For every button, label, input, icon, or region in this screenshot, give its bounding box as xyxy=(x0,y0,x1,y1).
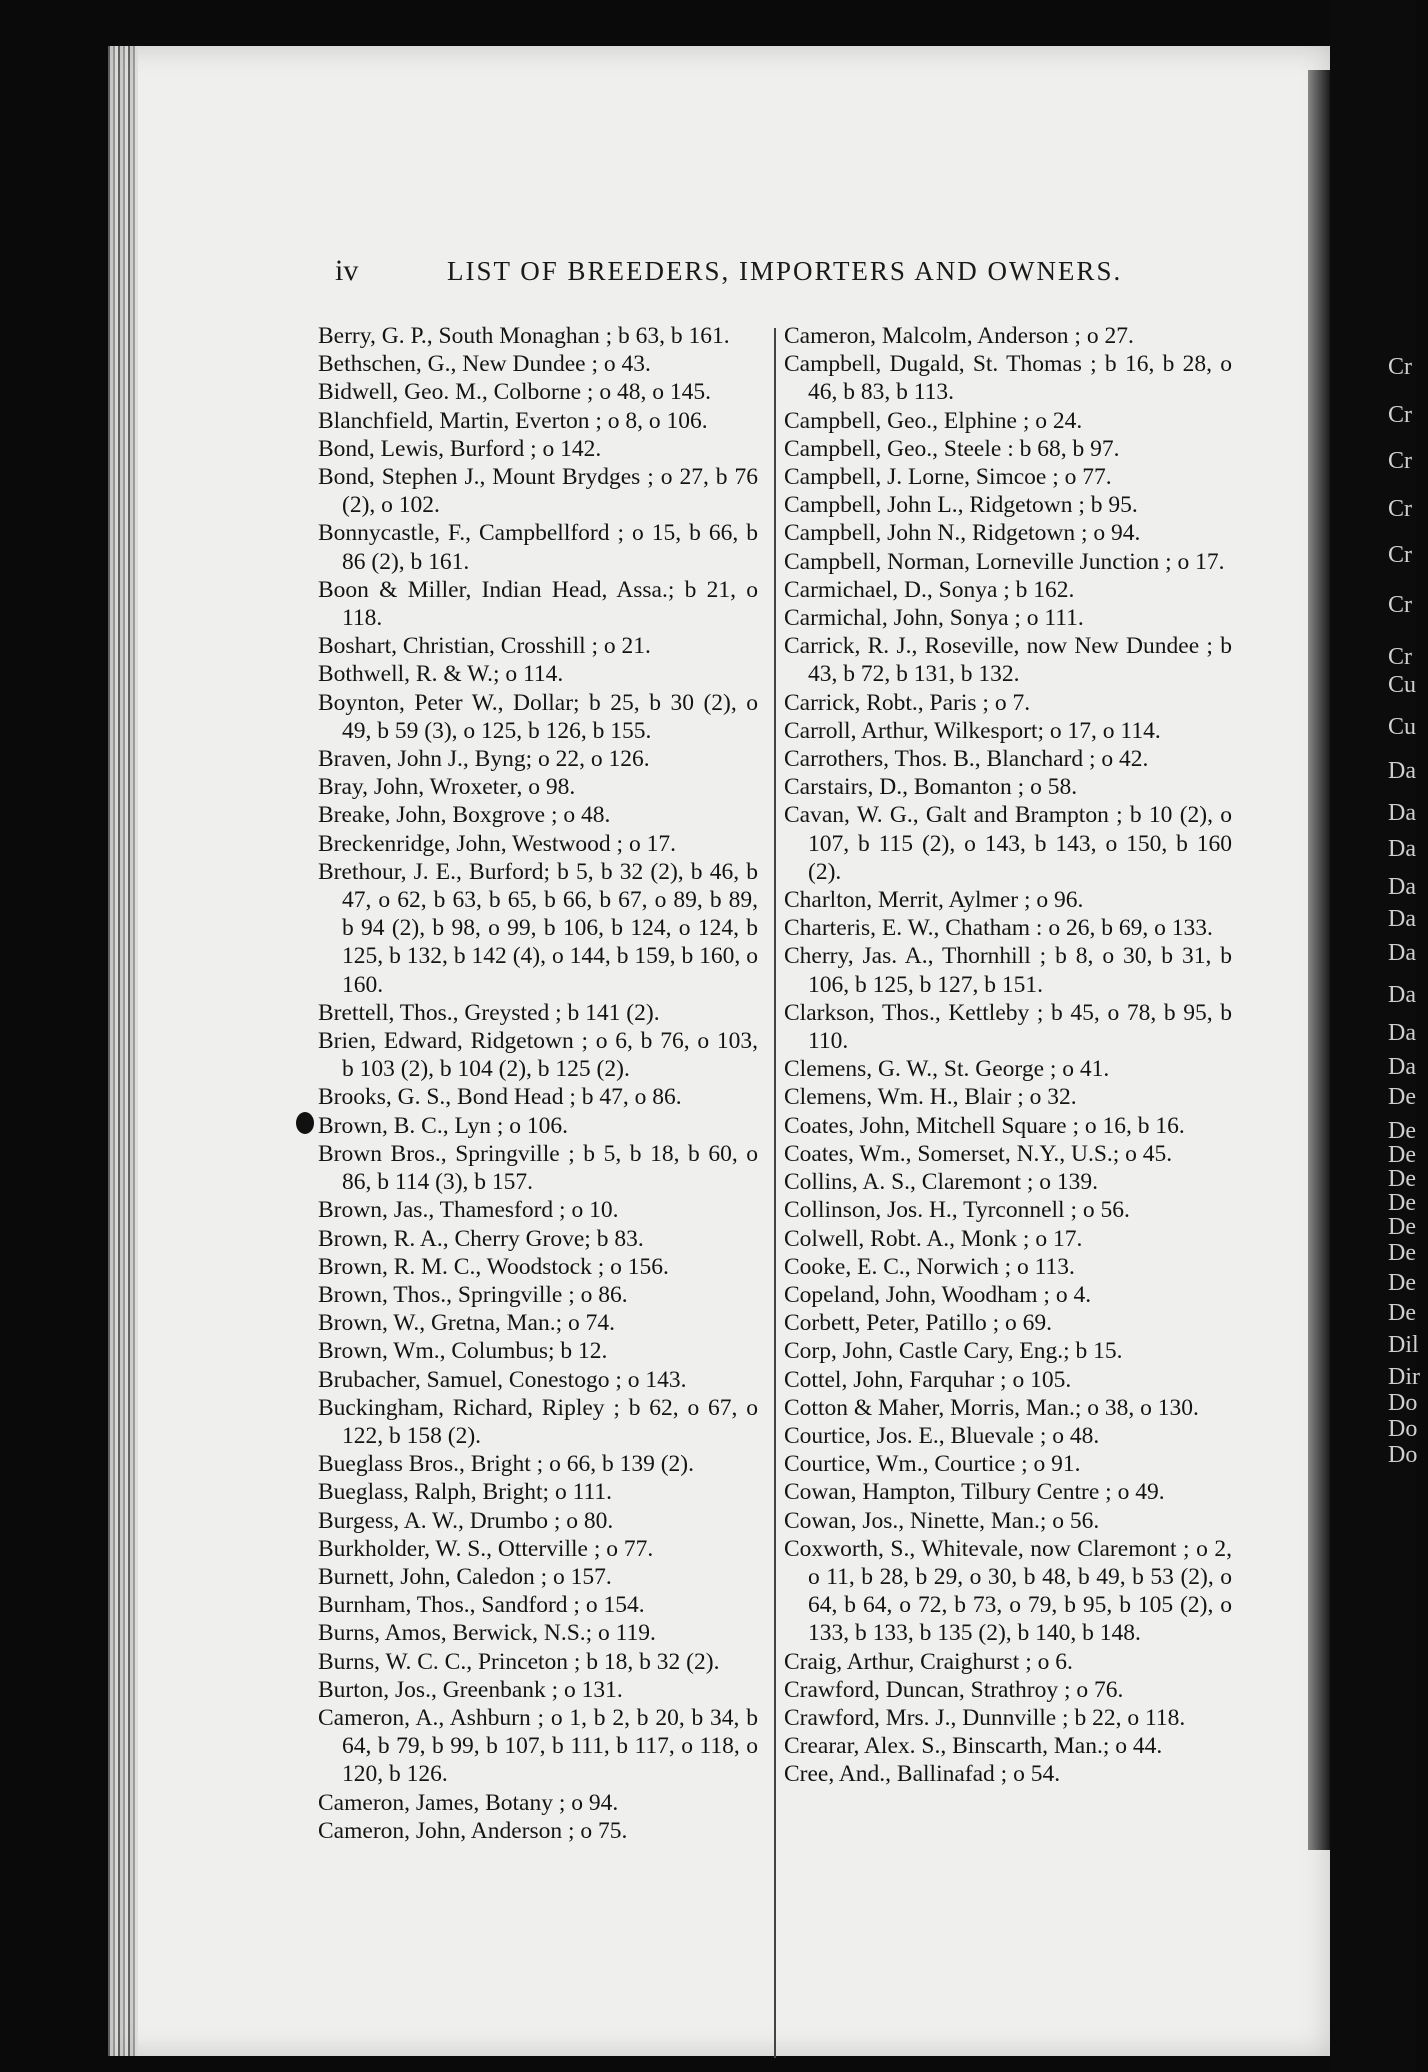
directory-entry: Copeland, John, Woodham ; o 4. xyxy=(784,1281,1092,1308)
directory-entry: Courtice, Wm., Courtice ; o 91. xyxy=(784,1451,1081,1478)
directory-entry: Brown, W., Gretna, Man.; o 74. xyxy=(318,1310,615,1337)
directory-entry: Campbell, John N., Ridgetown ; o 94. xyxy=(784,520,1141,547)
adjacent-page-fragment: Cr xyxy=(1388,496,1412,522)
adjacent-page-fragment: Dil xyxy=(1388,1332,1419,1358)
directory-entry: Braven, John J., Byng; o 22, o 126. xyxy=(318,746,650,773)
adjacent-page-fragment: De xyxy=(1388,1214,1416,1240)
page-header xyxy=(335,254,1275,294)
directory-entry: Carrick, Robt., Paris ; o 7. xyxy=(784,689,1031,716)
directory-entry: Cree, And., Ballinafad ; o 54. xyxy=(784,1761,1061,1788)
directory-entry: Cowan, Jos., Ninette, Man.; o 56. xyxy=(784,1507,1100,1534)
adjacent-page-fragment: De xyxy=(1388,1270,1416,1296)
directory-entry: Bueglass Bros., Bright ; o 66, b 139 (2). xyxy=(318,1451,694,1478)
column-divider xyxy=(774,328,776,2058)
directory-entry: Courtice, Jos. E., Bluevale ; o 48. xyxy=(784,1422,1100,1449)
directory-entry: Cameron, Malcolm, Anderson ; o 27. xyxy=(784,323,1134,349)
directory-entry: Bond, Lewis, Burford ; o 142. xyxy=(318,435,602,462)
directory-entry: Brown, Wm., Columbus; b 12. xyxy=(318,1338,608,1365)
directory-entry: Bray, John, Wroxeter, o 98. xyxy=(318,774,576,801)
directory-entry: Cherry, Jas. A., Thornhill ; b 8, o 30, b 31, b 106, b 125, b 127, b 151. xyxy=(784,943,1232,998)
ink-blot xyxy=(296,1112,314,1134)
directory-entry: Clemens, G. W., St. George ; o 41. xyxy=(784,1056,1110,1083)
directory-entry: Coates, Wm., Somerset, N.Y., U.S.; o 45. xyxy=(784,1140,1173,1167)
adjacent-page-fragment: Cr xyxy=(1388,402,1412,428)
adjacent-page-fragment: Cr xyxy=(1388,542,1412,568)
directory-entry: Crearar, Alex. S., Binscarth, Man.; o 44. xyxy=(784,1733,1163,1760)
adjacent-page-fragment: Cr xyxy=(1388,354,1412,380)
directory-entry: Campbell, John L., Ridgetown ; b 95. xyxy=(784,492,1138,519)
directory-entry: Bond, Stephen J., Mount Brydges ; o 27, b 76 (2), o 102. xyxy=(318,464,758,519)
directory-entry: Bothwell, R. & W.; o 114. xyxy=(318,661,564,688)
directory-entry: Breckenridge, John, Westwood ; o 17. xyxy=(318,830,676,857)
directory-entry: Campbell, Geo., Elphine ; o 24. xyxy=(784,407,1083,434)
directory-entry: Cotton & Maher, Morris, Man.; o 38, o 130. xyxy=(784,1394,1199,1421)
directory-entry: Campbell, J. Lorne, Simcoe ; o 77. xyxy=(784,464,1112,491)
adjacent-page-fragment: De xyxy=(1388,1300,1416,1326)
directory-entry: Colwell, Robt. A., Monk ; o 17. xyxy=(784,1225,1083,1252)
directory-entry: Brethour, J. E., Burford; b 5, b 32 (2), b 46, b 47, o 62, b 63, b 65, b 66, b 67, o 89, b 89, b 94 (2), b 98, o 99, b 106, b 124, o 124, b 125, b 132, b 142 (4), o 144, b 159, b 160, o 160. xyxy=(318,858,758,998)
directory-entry: Collinson, Jos. H., Tyrconnell ; o 56. xyxy=(784,1197,1130,1224)
directory-entry: Clarkson, Thos., Kettleby ; b 45, o 78, b 95, b 110. xyxy=(784,999,1232,1055)
directory-entry: Charteris, E. W., Chatham : o 26, b 69, o 133. xyxy=(784,915,1213,942)
adjacent-page-fragment: Da xyxy=(1388,836,1416,862)
adjacent-page-fragment: De xyxy=(1388,1190,1416,1216)
directory-entry: Blanchfield, Martin, Everton ; o 8, o 106. xyxy=(318,407,708,434)
left-column xyxy=(318,322,758,1845)
page-number: iv xyxy=(335,254,359,287)
directory-entry: Brien, Edward, Ridgetown ; o 6, b 76, o 103, b 103 (2), b 104 (2), b 125 (2). xyxy=(318,1028,758,1083)
directory-entry: Brown, R. A., Cherry Grove; b 83. xyxy=(318,1225,644,1252)
directory-entry: Burton, Jos., Greenbank ; o 131. xyxy=(318,1676,623,1703)
adjacent-page-fragment: Da xyxy=(1388,940,1416,966)
directory-entry: Cooke, E. C., Norwich ; o 113. xyxy=(784,1253,1075,1280)
adjacent-page-fragment: Do xyxy=(1388,1442,1418,1468)
adjacent-page-fragment: Dir xyxy=(1388,1364,1420,1390)
directory-entry: Clemens, Wm. H., Blair ; o 32. xyxy=(784,1084,1077,1111)
directory-entry: Cameron, John, Anderson ; o 75. xyxy=(318,1817,628,1844)
directory-entry: Coxworth, S., Whitevale, now Claremont ; o 2, o 11, b 28, b 29, o 30, b 48, b 49, b 53 (2), o 64, b 64, o 72, b 73, o 79, b 95, b 105 (2), o 133, b 133, b 135 (2), b 140, b 148. xyxy=(784,1535,1232,1647)
adjacent-page-fragment: Da xyxy=(1388,906,1416,932)
directory-entry: Craig, Arthur, Craighurst ; o 6. xyxy=(784,1648,1073,1675)
adjacent-page-fragment: Da xyxy=(1388,874,1416,900)
directory-entry: Carmichal, John, Sonya ; o 111. xyxy=(784,605,1084,632)
adjacent-page-fragment: De xyxy=(1388,1142,1416,1168)
directory-entry: Campbell, Dugald, St. Thomas ; b 16, b 28, o 46, b 83, b 113. xyxy=(784,351,1232,406)
adjacent-page-fragment: De xyxy=(1388,1166,1416,1192)
directory-entry: Crawford, Mrs. J., Dunnville ; b 22, o 118. xyxy=(784,1704,1186,1731)
directory-entry: Boynton, Peter W., Dollar; b 25, b 30 (2), o 49, b 59 (3), o 125, b 126, b 155. xyxy=(318,689,758,744)
directory-entry: Bidwell, Geo. M., Colborne ; o 48, o 145. xyxy=(318,379,711,406)
directory-entry: Bonnycastle, F., Campbellford ; o 15, b 66, b 86 (2), b 161. xyxy=(318,520,758,575)
adjacent-page-fragment: Cu xyxy=(1388,672,1417,698)
directory-entry: Carrick, R. J., Roseville, now New Dundee ; b 43, b 72, b 131, b 132. xyxy=(784,633,1232,688)
directory-entry: Brown, B. C., Lyn ; o 106. xyxy=(318,1112,569,1139)
directory-entry: Cameron, James, Botany ; o 94. xyxy=(318,1789,619,1816)
directory-entry: Corbett, Peter, Patillo ; o 69. xyxy=(784,1310,1052,1337)
directory-entry: Boshart, Christian, Crosshill ; o 21. xyxy=(318,633,651,660)
adjacent-page-fragment: Do xyxy=(1388,1390,1418,1416)
adjacent-page-fragment: Da xyxy=(1388,1020,1416,1046)
directory-entry: Bethschen, G., New Dundee ; o 43. xyxy=(318,351,651,378)
directory-entry: Buckingham, Richard, Ripley ; b 62, o 67, o 122, b 158 (2). xyxy=(318,1394,758,1449)
adjacent-page-fragment: Do xyxy=(1388,1416,1418,1442)
directory-entry: Burgess, A. W., Drumbo ; o 80. xyxy=(318,1507,614,1534)
adjacent-page-fragment: Da xyxy=(1388,800,1416,826)
directory-entry: Brooks, G. S., Bond Head ; b 47, o 86. xyxy=(318,1084,682,1111)
directory-entry: Charlton, Merrit, Aylmer ; o 96. xyxy=(784,887,1084,914)
directory-entry: Campbell, Geo., Steele : b 68, b 97. xyxy=(784,435,1120,462)
directory-entry: Burnett, John, Caledon ; o 157. xyxy=(318,1563,612,1590)
directory-entry: Brown, Thos., Springville ; o 86. xyxy=(318,1281,628,1308)
adjacent-page-fragment: Da xyxy=(1388,1054,1416,1080)
directory-entry: Burkholder, W. S., Otterville ; o 77. xyxy=(318,1535,654,1562)
directory-entry: Burns, W. C. C., Princeton ; b 18, b 32 (2). xyxy=(318,1648,720,1675)
directory-entry: Carrothers, Thos. B., Blanchard ; o 42. xyxy=(784,746,1149,773)
adjacent-page-fragment: Da xyxy=(1388,758,1416,784)
adjacent-page-fragment: Cr xyxy=(1388,592,1412,618)
running-title: LIST OF BREEDERS, IMPORTERS AND OWNERS. xyxy=(447,256,1123,286)
adjacent-page-fragment: Cr xyxy=(1388,448,1412,474)
directory-entry: Corp, John, Castle Cary, Eng.; b 15. xyxy=(784,1338,1123,1365)
directory-entry: Burnham, Thos., Sandford ; o 154. xyxy=(318,1592,645,1619)
adjacent-page-fragment: De xyxy=(1388,1240,1416,1266)
directory-entry: Brown, Jas., Thamesford ; o 10. xyxy=(318,1197,619,1224)
directory-entry: Berry, G. P., South Monaghan ; b 63, b 161. xyxy=(318,323,730,349)
directory-entry: Cowan, Hampton, Tilbury Centre ; o 49. xyxy=(784,1479,1165,1506)
directory-entry: Carroll, Arthur, Wilkesport; o 17, o 114. xyxy=(784,717,1161,744)
directory-entry: Brown Bros., Springville ; b 5, b 18, b 60, o 86, b 114 (3), b 157. xyxy=(318,1140,758,1196)
directory-entry: Burns, Amos, Berwick, N.S.; o 119. xyxy=(318,1620,656,1647)
adjacent-page-fragment: Cu xyxy=(1388,714,1417,740)
right-column xyxy=(784,322,1232,1789)
directory-entry: Cottel, John, Farquhar ; o 105. xyxy=(784,1366,1072,1393)
adjacent-page-fragment: Cr xyxy=(1388,644,1412,670)
directory-entry: Brown, R. M. C., Woodstock ; o 156. xyxy=(318,1253,669,1280)
adjacent-page-fragment: De xyxy=(1388,1118,1416,1144)
book-binding-shadow xyxy=(1308,70,1330,1850)
directory-entry: Carstairs, D., Bomanton ; o 58. xyxy=(784,774,1078,801)
directory-entry: Boon & Miller, Indian Head, Assa.; b 21, o 118. xyxy=(318,576,758,632)
directory-entry: Brubacher, Samuel, Conestogo ; o 143. xyxy=(318,1366,687,1393)
directory-entry: Collins, A. S., Claremont ; o 139. xyxy=(784,1169,1099,1196)
directory-entry: Cavan, W. G., Galt and Brampton ; b 10 (2), o 107, b 115 (2), o 143, b 143, o 150, b 160 (2). xyxy=(784,802,1232,885)
adjacent-page-fragment: Da xyxy=(1388,982,1416,1008)
directory-entry: Coates, John, Mitchell Square ; o 16, b 16. xyxy=(784,1112,1185,1139)
page-edge-left xyxy=(108,46,138,2056)
directory-entry: Bueglass, Ralph, Bright; o 111. xyxy=(318,1479,612,1506)
directory-entry: Breake, John, Boxgrove ; o 48. xyxy=(318,802,611,829)
directory-entry: Crawford, Duncan, Strathroy ; o 76. xyxy=(784,1676,1124,1703)
adjacent-page-fragment: De xyxy=(1388,1084,1416,1110)
directory-entry: Brettell, Thos., Greysted ; b 141 (2). xyxy=(318,999,660,1026)
directory-entry: Carmichael, D., Sonya ; b 162. xyxy=(784,576,1075,603)
directory-entry: Campbell, Norman, Lorneville Junction ; o 17. xyxy=(784,548,1225,575)
directory-entry: Cameron, A., Ashburn ; o 1, b 2, b 20, b 34, b 64, b 79, b 99, b 107, b 111, b 117, o 118, o 120, b 126. xyxy=(318,1704,758,1788)
